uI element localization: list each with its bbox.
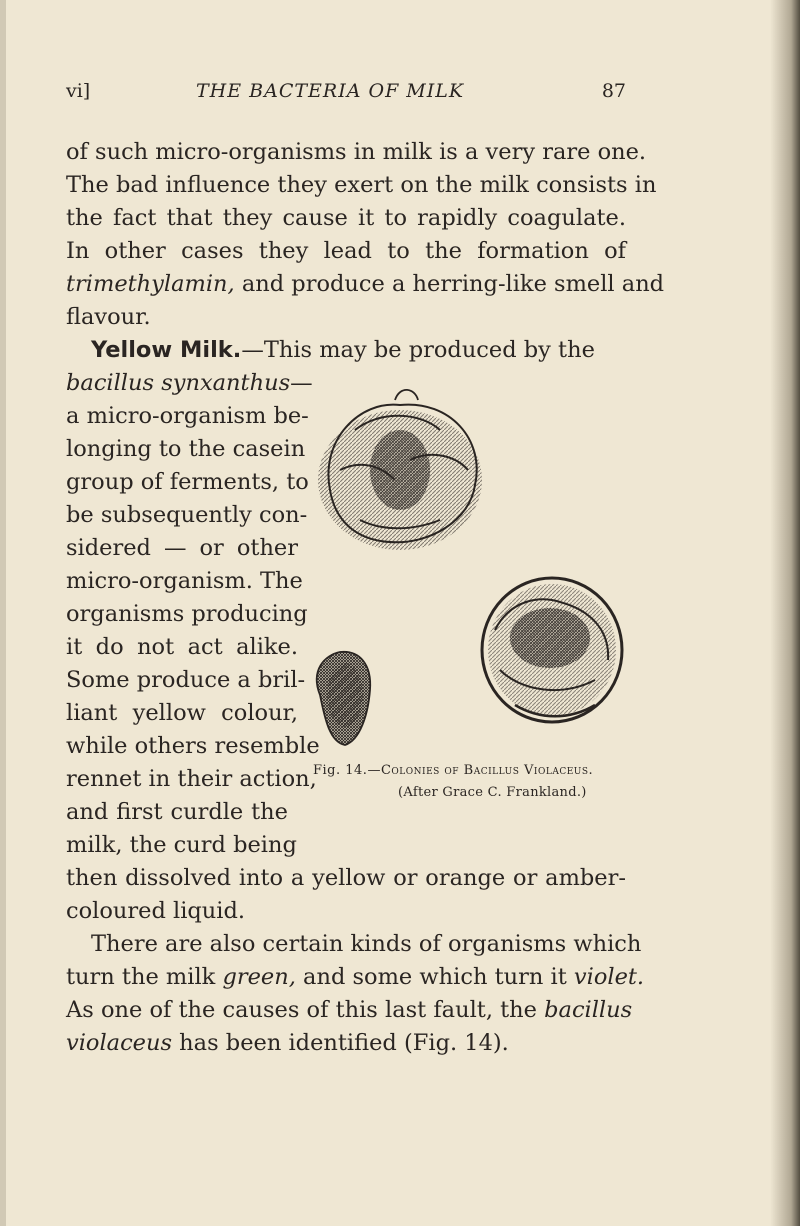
text-fragment: and produce a herring-like smell and <box>234 271 665 297</box>
text-line <box>66 270 665 299</box>
figure-credit: (After Grace C. Frankland.) <box>398 785 587 800</box>
text-fragment: has been identified (Fig. 14). <box>172 1030 509 1056</box>
running-title: THE BACTERIA OF MILK <box>196 80 465 102</box>
text-line: coloured liquid. <box>66 898 246 924</box>
text-fragment: —This may be produced by the <box>241 337 595 363</box>
text-line: while others resemble <box>66 733 320 759</box>
colony-top-illustration <box>318 390 482 550</box>
text-line: organisms producing <box>66 601 308 627</box>
text-line: There are also certain kinds of organisms which <box>91 931 642 957</box>
text-fragment: turn the milk <box>66 964 223 990</box>
running-header <box>66 80 626 110</box>
figure-colonies-illustration <box>300 370 640 770</box>
text-line: a micro-organism be- <box>66 403 309 429</box>
term-bacillus: bacillus <box>544 997 633 1023</box>
text-fragment: and some which turn it <box>295 964 574 990</box>
term-trimethylamin: trimethylamin, <box>66 271 235 297</box>
term-violaceus: violaceus <box>66 1030 173 1056</box>
text-line: Some produce a bril- <box>66 667 306 693</box>
text-line: it do not act alike. <box>66 634 298 660</box>
text-line: micro-organism. The <box>66 568 303 594</box>
text-line <box>66 1029 626 1058</box>
text-line: longing to the casein <box>66 436 306 462</box>
section-heading: Yellow Milk. <box>91 337 242 363</box>
text-line: and first curdle the <box>66 799 288 825</box>
text-line <box>66 963 645 992</box>
text-line: In other cases they lead to the formation of <box>66 238 626 264</box>
text-line: rennet in their action, <box>66 766 317 792</box>
figure-caption-title: Colonies of Bacillus Violaceus. <box>380 763 594 778</box>
section-heading-line <box>91 336 626 365</box>
text-line: liant yellow colour, <box>66 700 298 726</box>
page-number: 87 <box>601 80 626 102</box>
page-gutter-shadow <box>770 0 800 1226</box>
term-green: green, <box>222 964 296 990</box>
text-line: of such micro-organisms in milk is a very rare one. <box>66 139 647 165</box>
text-line: the fact that they cause it to rapidly coagulate. <box>66 205 626 231</box>
text-line: sidered — or other <box>66 535 298 561</box>
text-line: be subsequently con- <box>66 502 308 528</box>
text-line: group of ferments, to <box>66 469 309 495</box>
page-left-edge <box>0 0 6 1226</box>
colony-bottom-right-illustration <box>482 578 622 722</box>
chapter-marker: vi] <box>66 80 91 102</box>
figure-label: Fig. 14.— <box>313 763 381 778</box>
text-line: flavour. <box>66 304 151 330</box>
text-line: The bad influence they exert on the milk consists in <box>66 172 657 198</box>
term-bacillus-synxanthus: bacillus synxanthus <box>66 370 291 396</box>
figure-caption <box>313 763 653 778</box>
colony-bottom-left-illustration <box>317 652 370 745</box>
text-line <box>66 996 633 1025</box>
text-line: then dissolved into a yellow or orange or amber- <box>66 865 626 891</box>
text-fragment: As one of the causes of this last fault, the <box>66 997 545 1023</box>
text-fragment: — <box>290 370 313 396</box>
term-violet: violet. <box>573 964 645 990</box>
text-line: milk, the curd being <box>66 832 297 858</box>
